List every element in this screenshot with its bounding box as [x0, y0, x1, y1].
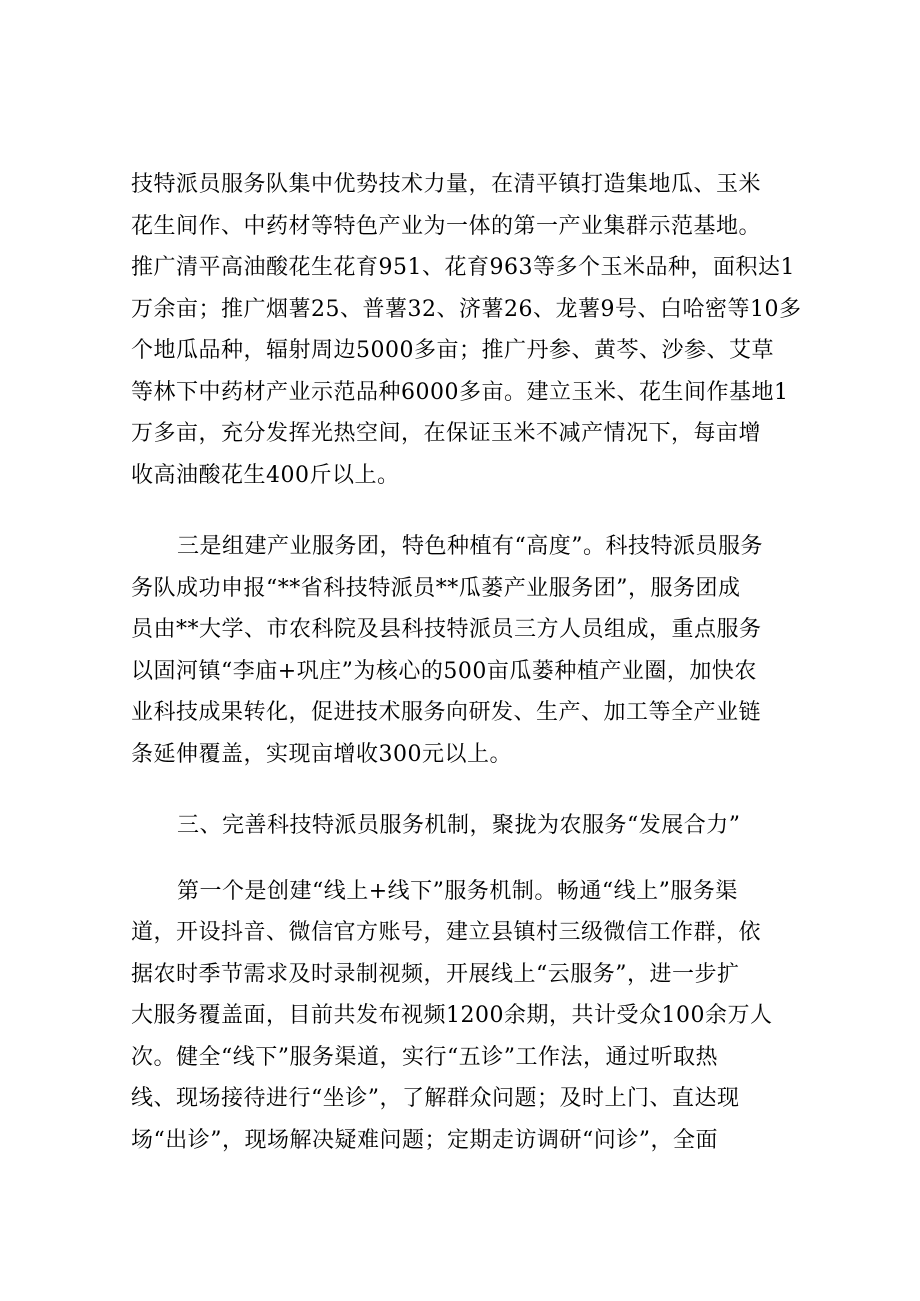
paragraph-2 [131, 526, 796, 775]
paragraph-3-line: 道，开设抖音、微信官方账号，建立县镇村三级微信工作群，依 [131, 920, 762, 945]
paragraph-1-line: 等林下中药材产业示范品种6000多亩。建立玉米、花生间作基地1 [131, 379, 789, 405]
paragraph-1 [131, 164, 802, 496]
section-heading: 三、完善科技特派员服务机制，聚拢为农服务“发展合力” [177, 813, 741, 838]
section-heading-3 [131, 805, 796, 847]
paragraph-1-line: 花生间作、中药材等特色产业为一体的第一产业集群示范基地。 [131, 213, 762, 239]
paragraph-3-line: 场“出诊”，现场解决疑难问题；定期走访调研“问诊”，全面 [131, 1127, 718, 1153]
paragraph-1-line: 收高油酸花生400斤以上。 [131, 462, 400, 488]
paragraph-2-line: 员由**大学、市农科院及县科技特派员三方人员组成，重点服务 [131, 617, 762, 642]
paragraph-1-line: 万多亩，充分发挥光热空间，在保证玉米不减产情况下，每亩增 [131, 421, 762, 446]
document-body [131, 164, 802, 1161]
paragraph-3-line: 第一个是创建“线上+线下”服务机制。畅通“线上”服务渠 [177, 878, 738, 904]
paragraph-2-line: 以固河镇“李庙+巩庄”为核心的500亩瓜蒌种植产业圈，加快农 [131, 658, 757, 684]
paragraph-3 [131, 871, 796, 1162]
paragraph-2-line: 三是组建产业服务团，特色种植有“高度”。科技特派员服务 [177, 534, 763, 559]
paragraph-2-line: 业科技成果转化，促进技术服务向研发、生产、加工等全产业链 [131, 700, 762, 725]
paragraph-2-line: 条延伸覆盖，实现亩增收300元以上。 [131, 741, 512, 767]
paragraph-1-line: 推广清平高油酸花生花育951、花育963等多个玉米品种，面积达1 [131, 255, 795, 280]
paragraph-2-line: 务队成功申报“**省科技特派员**瓜蒌产业服务团”，服务团成 [131, 575, 741, 601]
paragraph-3-line: 据农时季节需求及时录制视频，开展线上“云服务”，进一步扩 [131, 961, 740, 987]
paragraph-1-line: 万余亩；推广烟薯25、普薯32、济薯26、龙薯9号、白哈密等10多 [131, 296, 802, 322]
paragraph-1-line: 个地瓜品种，辐射周边5000多亩；推广丹参、黄芩、沙参、艾草 [131, 338, 774, 363]
paragraph-1-line: 技特派员服务队集中优势技术力量，在清平镇打造集地瓜、玉米 [131, 172, 762, 197]
paragraph-3-line: 线、现场接待进行“坐诊”，了解群众问题；及时上门、直达现 [131, 1086, 740, 1111]
paragraph-3-line: 次。健全“线下”服务渠道，实行“五诊”工作法，通过听取热 [131, 1044, 718, 1070]
paragraph-3-line: 大服务覆盖面，目前共发布视频1200余期，共计受众100余万人 [131, 1003, 773, 1028]
